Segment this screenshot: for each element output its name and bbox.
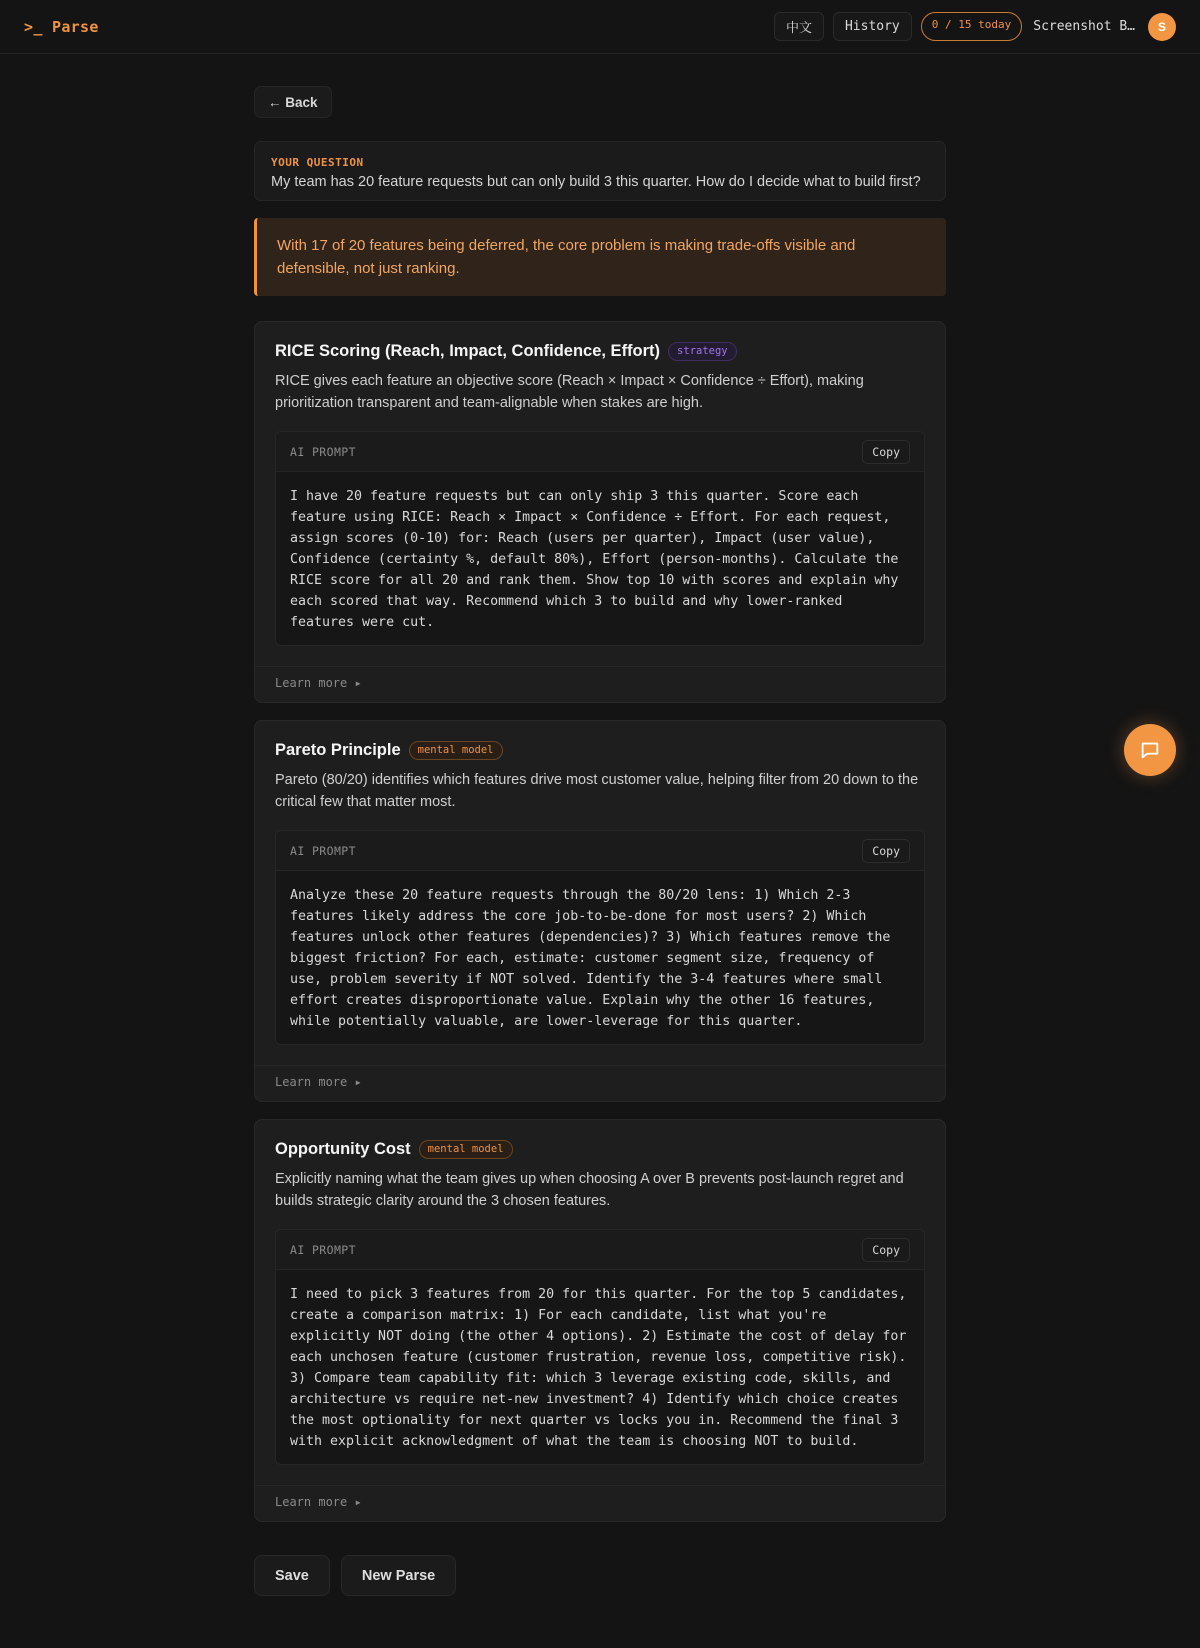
- ai-prompt-label: AI PROMPT: [290, 444, 356, 459]
- ai-prompt-label: AI PROMPT: [290, 1242, 356, 1257]
- key-insight-callout: With 17 of 20 features being deferred, the core problem is making trade-offs visible and defensible, not just ranking.: [254, 218, 946, 296]
- ai-prompt-box: [275, 1229, 925, 1465]
- copy-prompt-button[interactable]: Copy: [862, 839, 910, 863]
- save-button[interactable]: Save: [254, 1555, 330, 1596]
- chat-button[interactable]: [1124, 724, 1176, 776]
- back-button[interactable]: ← Back: [254, 86, 332, 118]
- card-description: RICE gives each feature an objective score (Reach × Impact × Confidence ÷ Effort), making prioritization transparent and team-alignable when stakes are high.: [275, 373, 864, 411]
- question-label: YOUR QUESTION: [271, 156, 364, 169]
- ai-prompt-box: [275, 830, 925, 1045]
- page-actions: [254, 1555, 946, 1596]
- category-tag: mental model: [409, 741, 503, 760]
- framework-card-opportunity-cost: [254, 1119, 946, 1522]
- card-title: Opportunity Cost: [275, 1140, 411, 1158]
- framework-card-pareto: [254, 720, 946, 1102]
- avatar[interactable]: S: [1148, 13, 1176, 41]
- header-actions: [774, 12, 1176, 41]
- ai-prompt-label: AI PROMPT: [290, 843, 356, 858]
- card-description: Explicitly naming what the team gives up when choosing A over B prevents post-launch regret and builds strategic clarity around the 3 chosen features.: [275, 1171, 904, 1209]
- learn-more-toggle[interactable]: Learn more ▸: [255, 1485, 945, 1521]
- learn-more-toggle[interactable]: Learn more ▸: [255, 666, 945, 702]
- question-panel: [254, 141, 946, 201]
- ai-prompt-text: I need to pick 3 features from 20 for this quarter. For the top 5 candidates, create a comparison matrix: 1) For each candidate, list what you're explicitly NOT doing (the other 4 options). 2) Estimate the cost of delay for each unchosen feature (customer frustration, revenue loss, competitive risk). 3) Compare team capability fit: which 3 leverage existing code, skills, and architecture vs require net-new investment? 4) Identify which choice creates the most optionality for next quarter vs locks you in. Recommend the final 3 with explicit acknowledgment of what the team is choosing NOT to build.: [290, 1287, 915, 1449]
- card-description: Pareto (80/20) identifies which features drive most customer value, helping filter from 20 down to the critical few that matter most.: [275, 772, 919, 810]
- usage-quota-badge: 0 / 15 today: [921, 12, 1022, 41]
- language-toggle-button[interactable]: 中文: [774, 12, 824, 41]
- top-bar: [0, 0, 1200, 54]
- copy-prompt-button[interactable]: Copy: [862, 1238, 910, 1262]
- ai-prompt-text: Analyze these 20 feature requests through the 80/20 lens: 1) Which 2-3 features likely address the core job-to-be-done for most users? 2) Which features unlock other features (dependencies)? 3) Which features remove the biggest friction? For each, estimate: customer segment size, frequency of use, problem severity if NOT solved. Identify the 3-4 features where small effort creates disproportionate value. Explain why the other 16 features, while potentially valuable, are lower-leverage for this quarter.: [290, 888, 899, 1029]
- card-title: Pareto Principle: [275, 741, 401, 759]
- framework-card-rice: [254, 321, 946, 703]
- ai-prompt-box: [275, 431, 925, 646]
- copy-prompt-button[interactable]: Copy: [862, 440, 910, 464]
- new-parse-button[interactable]: New Parse: [341, 1555, 456, 1596]
- history-button[interactable]: History: [833, 12, 912, 41]
- card-title: RICE Scoring (Reach, Impact, Confidence, Effort): [275, 342, 661, 360]
- question-text: My team has 20 feature requests but can only build 3 this quarter. How do I decide what to build first?: [271, 174, 921, 190]
- results-page: [254, 54, 946, 1636]
- category-tag: mental model: [419, 1140, 513, 1159]
- learn-more-toggle[interactable]: Learn more ▸: [255, 1065, 945, 1101]
- category-tag: strategy: [668, 342, 737, 361]
- ai-prompt-text: I have 20 feature requests but can only ship 3 this quarter. Score each feature using RICE: Reach × Impact × Confidence ÷ Effort. For each request, assign scores (0-10) for: Reach (users per quarter), Impact (user value), Confidence (certainty %, default 80%), Effort (person-months). Calculate the RICE score for all 20 and rank them. Show top 10 with scores and explain why each scored that way. Recommend which 3 to build and why lower-ranked features were cut.: [290, 489, 907, 630]
- chat-bubble-icon: [1139, 739, 1161, 761]
- app-logo[interactable]: >_ Parse: [24, 17, 99, 36]
- username[interactable]: Screenshot B…: [1033, 19, 1135, 34]
